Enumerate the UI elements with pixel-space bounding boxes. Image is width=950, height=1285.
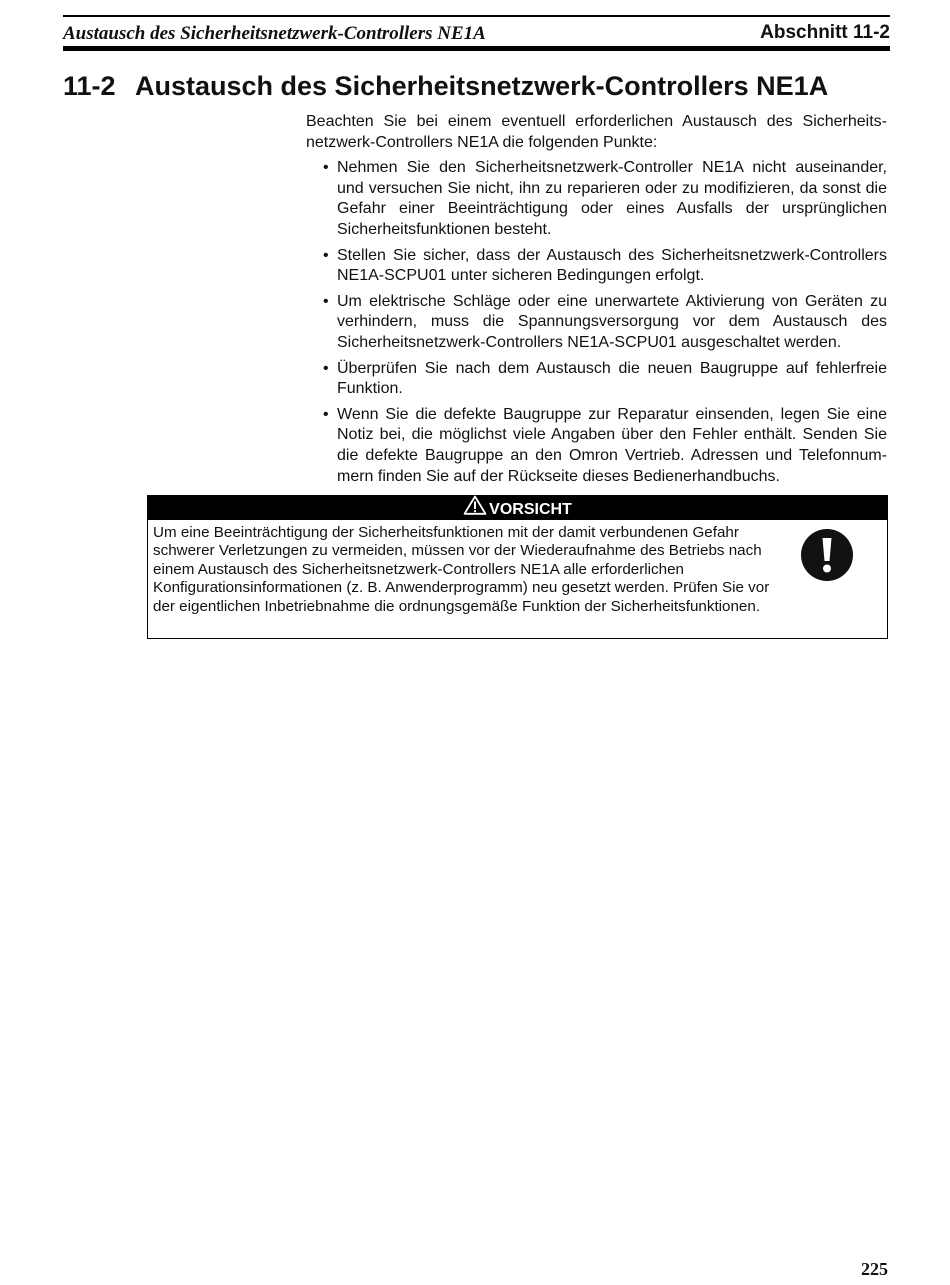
page-number: 225 (861, 1259, 888, 1279)
caution-box (147, 495, 888, 639)
header-bottom-rule (63, 46, 890, 51)
exclamation-circle-icon (800, 528, 854, 587)
list-item-text: Wenn Sie die defekte Baugruppe zur Reparatur einsenden, legen Sie eine Notiz bei, die möglichst viele Angaben über den Fehler enthält. Senden Sie die defekte Baugruppe an den Omron Vertrieb. Adressen und Telefonnummern finden Sie auf der Rückseite dieses Bedienerhandbuchs. (337, 405, 887, 485)
list-item-text: Überprüfen Sie nach dem Austausch die neuen Baugruppe auf fehlerfreie Funktion. (337, 359, 887, 398)
running-header-title: Austausch des Sicherheitsnetzwerk-Controllers NE1A (63, 23, 486, 44)
intro-paragraph: Beachten Sie bei einem eventuell erforderlichen Austausch des Sicherheitsnetzwerk-Controllers NE1A die folgenden Punkte: (306, 113, 887, 151)
list-item-text: Nehmen Sie den Sicherheitsnetzwerk-Controller NE1A nicht auseinander, und versuchen Sie nicht, ihn zu reparieren oder zu modifizieren, da sonst die Gefahr einer Beeinträchtigung oder eines Ausfalls der ursprünglichen Sicherheitsfunktionen besteht. (337, 159, 887, 238)
section-heading (63, 69, 828, 103)
list-item (306, 359, 887, 400)
list-item (306, 158, 887, 240)
list-item-text: Um elektrische Schläge oder eine unerwartete Aktivierung von Geräten zu verhindern, muss die Spannungsversorgung vor dem Austausch des Sicherheitsnetzwerk-Controllers NE1A-SCPU01 ausgeschaltet werden. (337, 292, 887, 351)
caution-text: Um eine Beeinträchtigung der Sicherheitsfunktionen mit der damit verbundenen Gefahr schwerer Verletzungen zu vermeiden, müssen vor der Wiederaufnahme des Betriebs nach einem Austausch des Sicherheitsnetzwerk-Controllers NE1A alle erforderlichen Konfigurationsinformationen (z. B. Anwenderprogramm) neu gesetzt werden. Prüfen Sie vor der eigentlichen Inbetriebnahme die ordnungsgemäße Funktion der Sicherheitsfunktionen. (153, 524, 770, 615)
bullet-icon: • (323, 246, 329, 264)
bullet-icon: • (323, 159, 329, 177)
header-top-rule (63, 15, 890, 17)
list-item (306, 246, 887, 287)
bullet-icon: • (323, 292, 329, 310)
section-number: 11-2 (63, 71, 116, 101)
bullet-icon: • (323, 405, 329, 423)
caution-label: VORSICHT (489, 501, 572, 519)
section-title-text: Austausch des Sicherheitsnetzwerk-Controllers NE1A (135, 71, 829, 101)
caution-header (148, 496, 887, 520)
body-text (306, 112, 887, 492)
running-header-section: Abschnitt 11-2 (760, 22, 890, 43)
bullet-list (306, 158, 887, 487)
list-item (306, 292, 887, 354)
list-item (306, 405, 887, 487)
list-item-text: Stellen Sie sicher, dass der Austausch des Sicherheitsnetzwerk-Controllers NE1A-SCPU01 unter sicheren Bedingungen erfolgt. (337, 246, 887, 285)
warning-triangle-icon (463, 495, 487, 523)
bullet-icon: • (323, 359, 329, 377)
